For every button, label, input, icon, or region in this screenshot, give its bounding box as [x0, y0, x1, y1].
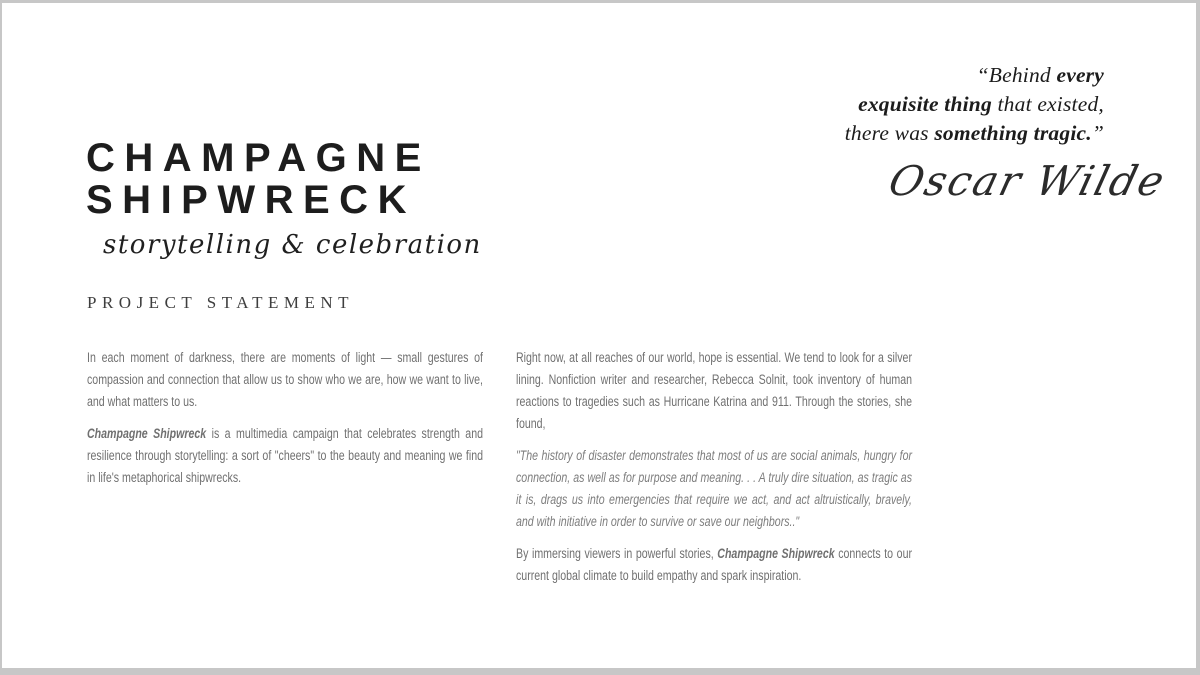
quote-line-1: “Behind every: [976, 63, 1104, 87]
quote-attribution-signature: Oscar Wilde: [884, 157, 1171, 205]
statement-left-column: [87, 347, 485, 499]
page-subtitle: storytelling & celebration: [103, 230, 482, 260]
paragraph-solnit-quote: "The history of disaster demonstrates that most of us are social animals, hungry for connection, as well as for purpose and meaning. . . A truly dire situation, as tragic as it is, drags us into emergencies that require we act, and act altruistically, bravely, and with initiative in order to survive or save our neighbors..": [516, 448, 912, 529]
paragraph-intro: In each moment of darkness, there are moments of light — small gestures of compassion and connection that allow us to show who we are, how we want to live, and what matters to us.: [87, 350, 483, 409]
paragraph-hope: Right now, at all reaches of our world, hope is essential. We tend to look for a silver lining. Nonfiction writer and researcher, Rebecca Solnit, took inventory of human reactions to tragedies such as Hurricane Katrina and 911. Through the stories, she found,: [516, 350, 912, 431]
title-line-2: SHIPWRECK: [86, 178, 416, 222]
slide-card: [2, 3, 1196, 668]
statement-left-column-text: [87, 347, 483, 489]
paragraph-campaign: Champagne Shipwreck is a multimedia campaign that celebrates strength and resilience through storytelling: a sort of "cheers" to the beauty and meaning we find in life's metaphorical shipwrecks.: [87, 426, 483, 485]
wilde-quote: [845, 61, 1104, 148]
page-title: [86, 137, 431, 221]
quote-line-3: there was something tragic.”: [844, 121, 1104, 145]
statement-right-column-text: [516, 347, 912, 587]
statement-right-column: [516, 347, 914, 597]
section-heading: PROJECT STATEMENT: [87, 293, 355, 312]
title-line-1: CHAMPAGNE: [86, 136, 431, 180]
quote-line-2: exquisite thing that existed,: [858, 92, 1104, 116]
paragraph-closing: By immersing viewers in powerful stories, Champagne Shipwreck connects to our current global climate to build empathy and spark inspiration.: [516, 546, 912, 583]
